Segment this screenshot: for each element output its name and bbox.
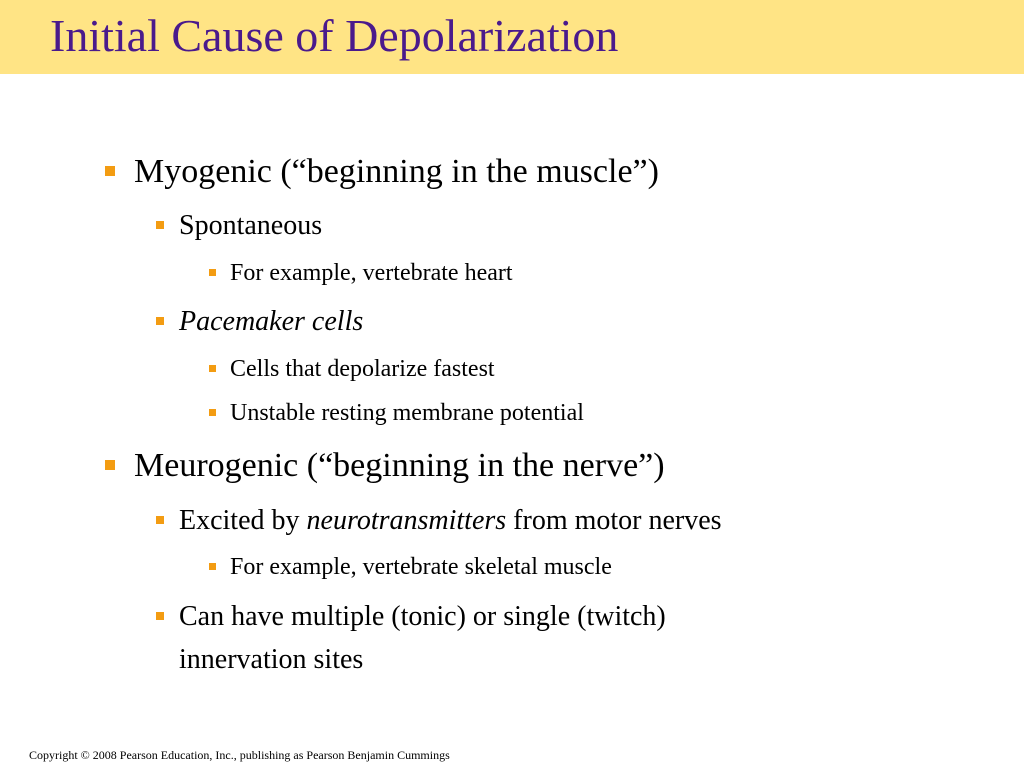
bullet-text: Cells that depolarize fastest: [230, 356, 495, 382]
square-bullet-icon: [156, 516, 164, 524]
innervation-line-2: innervation sites: [179, 644, 364, 675]
bullet-pacemaker: [156, 305, 363, 338]
square-bullet-icon: [209, 365, 216, 372]
square-bullet-icon: [156, 221, 164, 229]
square-bullet-icon: [105, 166, 115, 176]
slide-title: Initial Cause of Depolarization: [50, 10, 619, 61]
square-bullet-icon: [156, 612, 164, 620]
bullet-text: Spontaneous: [179, 210, 323, 241]
bullet-example-heart: [209, 259, 513, 287]
bullet-text: For example, vertebrate skeletal muscle: [230, 554, 612, 580]
excited-prefix: Excited by: [179, 505, 307, 536]
bullet-text: For example, vertebrate heart: [230, 260, 513, 286]
bullet-text: Pacemaker cells: [179, 306, 364, 337]
bullet-text: Unstable resting membrane potential: [230, 400, 584, 426]
bullet-spontaneous: [156, 209, 322, 242]
bullet-excited: [156, 504, 722, 537]
bullet-neurogenic: [105, 446, 665, 486]
square-bullet-icon: [209, 563, 216, 570]
square-bullet-icon: [209, 269, 216, 276]
excited-suffix: from motor nerves: [506, 505, 722, 536]
bullet-innervation: [156, 600, 666, 676]
innervation-line-1: Can have multiple (tonic) or single (twitch): [179, 601, 666, 632]
square-bullet-icon: [209, 409, 216, 416]
bullet-fastest: [209, 355, 495, 383]
bullet-text: [179, 504, 722, 537]
bullet-myogenic: [105, 152, 659, 192]
bullet-text: Meurogenic (“beginning in the nerve”): [134, 447, 665, 484]
excited-emphasis: neurotransmitters: [306, 505, 507, 536]
bullet-text: Myogenic (“beginning in the muscle”): [134, 153, 659, 190]
square-bullet-icon: [156, 317, 164, 325]
square-bullet-icon: [105, 460, 115, 470]
copyright-footer: Copyright © 2008 Pearson Education, Inc., publishing as Pearson Benjamin Cummings: [29, 748, 450, 762]
bullet-unstable: [209, 399, 584, 427]
title-bar: [0, 0, 1024, 74]
bullet-text: [179, 600, 666, 676]
bullet-example-skeletal: [209, 553, 612, 581]
